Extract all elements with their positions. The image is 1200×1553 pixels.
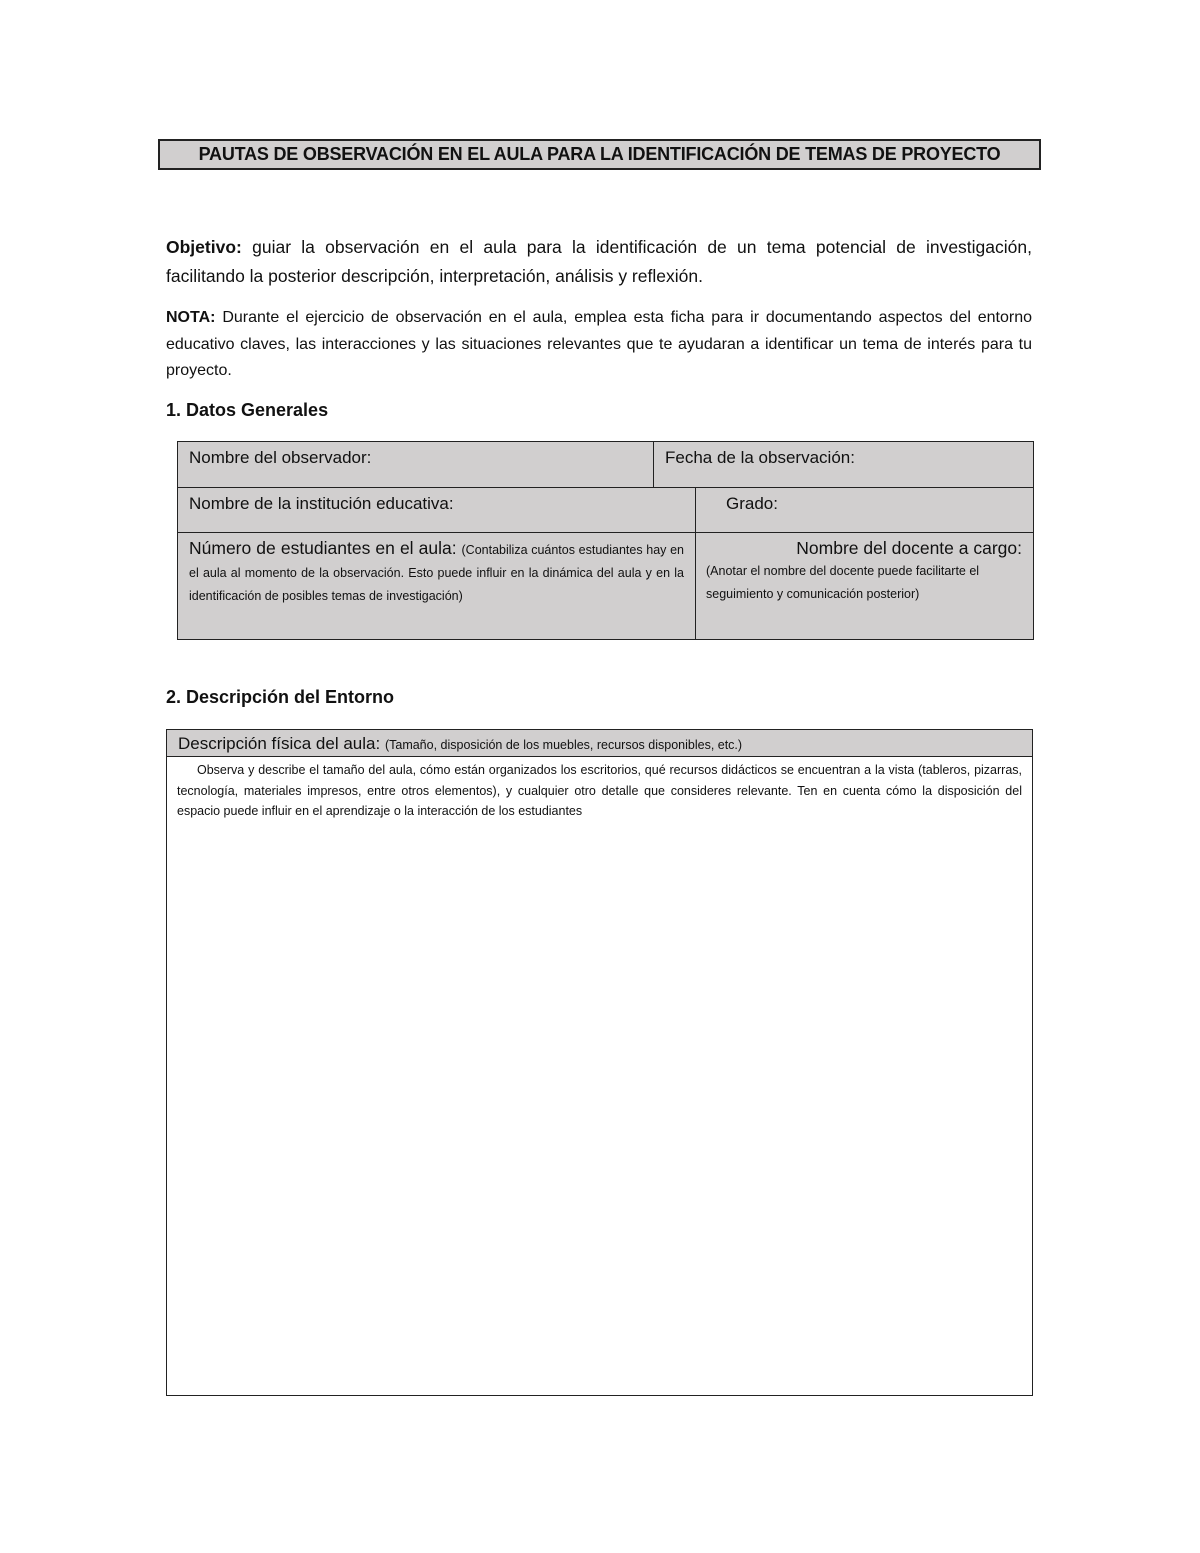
grade-label: Grado: bbox=[726, 494, 778, 513]
observation-date-field[interactable] bbox=[653, 441, 1034, 488]
physical-description-label: Descripción física del aula: bbox=[178, 734, 381, 753]
institution-name-field[interactable] bbox=[177, 487, 696, 533]
note-label: NOTA: bbox=[166, 309, 216, 326]
physical-description-header bbox=[167, 730, 1032, 757]
physical-description-hint: (Tamaño, disposición de los muebles, recursos disponibles, etc.) bbox=[384, 738, 743, 752]
objective-label: Objetivo: bbox=[166, 237, 242, 257]
section-heading-general-data: 1. Datos Generales bbox=[166, 400, 329, 420]
section-heading-environment: 2. Descripción del Entorno bbox=[166, 687, 395, 707]
observer-name-field[interactable] bbox=[177, 441, 654, 488]
student-count-field[interactable] bbox=[177, 532, 696, 640]
student-count-label: Número de estudiantes en el aula: bbox=[189, 538, 457, 558]
note-paragraph bbox=[166, 305, 1032, 385]
observer-name-label: Nombre del observador: bbox=[189, 448, 372, 467]
objective-paragraph bbox=[166, 233, 1032, 291]
teacher-name-hint: (Anotar el nombre del docente puede facilitarte el seguimiento y comunicación posterior) bbox=[706, 564, 980, 601]
student-count-hint: (Contabiliza cuántos estudiantes hay en el aula al momento de la observación. Esto puede influir en la dinámica del aula y en la identificación de posibles temas de investigación) bbox=[189, 543, 684, 603]
physical-description-instructions: Observa y describe el tamaño del aula, cómo están organizados los escritorios, qué recursos didácticos se encuentran a la vista (tableros, pizarras, tecnología, materiales impresos, entre otros elementos), y cualquier otro detalle que consideres relevante. Ten en cuenta cómo la disposición del espacio puede influir en el aprendizaje o la interacción de los estudiantes bbox=[177, 763, 1022, 818]
physical-description-input[interactable] bbox=[167, 757, 1032, 825]
objective-text: guiar la observación en el aula para la identificación de un tema potencial de investigación, facilitando la posterior descripción, interpretación, análisis y reflexión. bbox=[166, 237, 1032, 286]
physical-description-box bbox=[166, 729, 1033, 1396]
observation-date-label: Fecha de la observación: bbox=[665, 448, 855, 467]
teacher-name-field[interactable] bbox=[695, 532, 1034, 640]
teacher-name-label: Nombre del docente a cargo: bbox=[796, 538, 1022, 558]
institution-name-label: Nombre de la institución educativa: bbox=[189, 494, 454, 513]
note-text: Durante el ejercicio de observación en el aula, emplea esta ficha para ir documentando aspectos del entorno educativo claves, las interacciones y las situaciones relevantes que te ayudaran a identificar un tema de interés para tu proyecto. bbox=[166, 309, 1032, 379]
document-title: PAUTAS DE OBSERVACIÓN EN EL AULA PARA LA IDENTIFICACIÓN DE TEMAS DE PROYECTO bbox=[158, 139, 1041, 170]
grade-field[interactable] bbox=[695, 487, 1034, 533]
